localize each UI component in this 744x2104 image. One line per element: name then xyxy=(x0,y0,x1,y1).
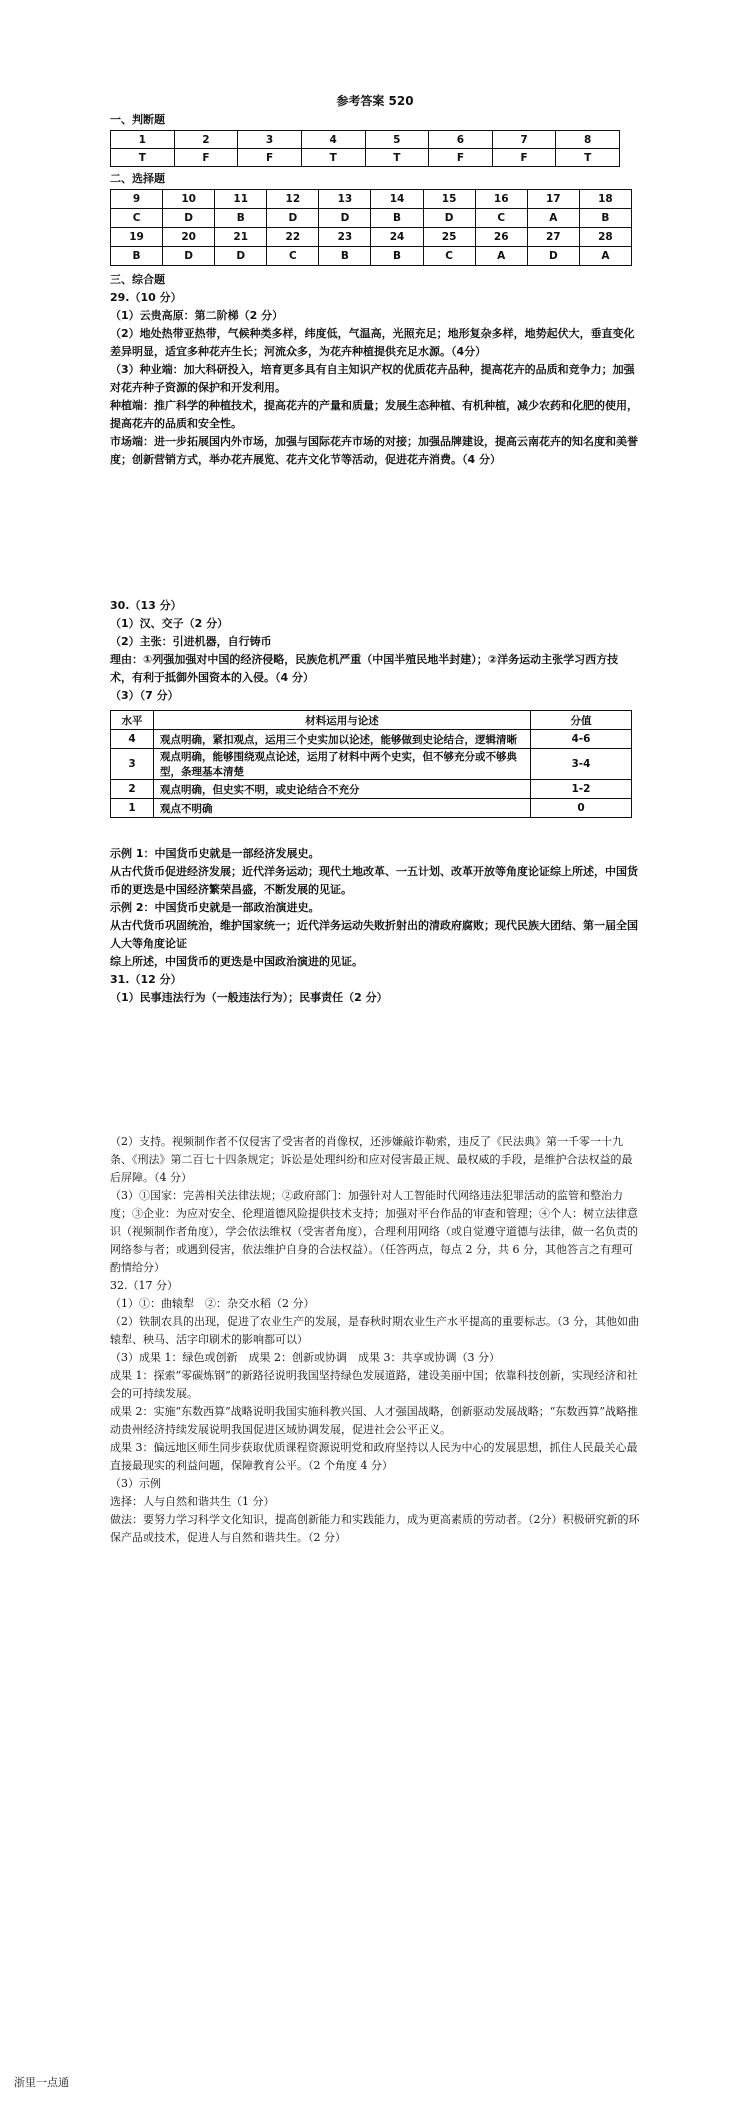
answer-line: 成果 2：实施“东数西算”战略说明我国实施科教兴国、人才强国战略，创新驱动发展战略；“东数西算”战略推动贵州经济持续发展说明我国促进区域协调发展，促进社会公平正义。 xyxy=(110,1405,638,1436)
answer-line: （3）种业端：加大科研投入，培育更多具有自主知识产权的优质花卉品种，提高花卉的品质和竞争力；加强对花卉种子资源的保护和开发利用。 xyxy=(110,363,635,394)
answer-line: 从古代货币促进经济发展；近代洋务运动；现代土地改革、一五计划、改革开放等角度论证综上所述，中国货币的更迭是中国经济繁荣昌盛，不断发展的见证。 xyxy=(110,865,638,896)
answer-cell: A xyxy=(475,247,527,266)
answer-line: 29.（10 分） xyxy=(110,291,182,304)
question-number-cell: 28 xyxy=(579,228,631,247)
answer-cell: T xyxy=(301,149,365,167)
question-number-cell: 26 xyxy=(475,228,527,247)
answer-line: 综上所述，中国货币的更迭是中国政治演进的见证。 xyxy=(110,955,363,968)
rubric-description: 观点明确，能够围绕观点论述，运用了材料中两个史实，但不够充分或不够典型，条理基本清楚 xyxy=(154,749,531,780)
answer-line: 32.（17 分） xyxy=(110,1279,178,1292)
answer-line: （1）云贵高原：第二阶梯（2 分） xyxy=(110,309,284,322)
answer-line: （1）民事违法行为（一般违法行为）；民事责任（2 分） xyxy=(110,991,388,1004)
table-row xyxy=(111,149,620,167)
question-30-answer xyxy=(110,597,640,705)
question-number-cell: 18 xyxy=(579,190,631,209)
answer-line: 理由：①列强加强对中国的经济侵略，民族危机严重（中国半殖民地半封建）；②洋务运动主张学习西方技术，有利于抵御外国资本的入侵。（4 分） xyxy=(110,653,619,684)
question-number-cell: 11 xyxy=(215,190,267,209)
answer-cell: B xyxy=(215,209,267,228)
answer-cell: B xyxy=(319,247,371,266)
footer-watermark: 浙里一点通 xyxy=(14,2076,69,2089)
answer-cell: F xyxy=(238,149,302,167)
question-number-cell: 9 xyxy=(111,190,163,209)
rubric-score: 4-6 xyxy=(531,730,632,749)
answer-line: （2）主张：引进机器，自行铸币 xyxy=(110,635,272,648)
question-number-cell: 13 xyxy=(319,190,371,209)
question-number-cell: 4 xyxy=(301,131,365,149)
rubric-level: 2 xyxy=(111,780,154,799)
answer-cell: B xyxy=(371,209,423,228)
answer-line: （1）汉、交子（2 分） xyxy=(110,617,229,630)
question-number-cell: 24 xyxy=(371,228,423,247)
question-31-32-answer xyxy=(110,1133,640,1547)
question-number-cell: 17 xyxy=(527,190,579,209)
answer-cell: D xyxy=(163,247,215,266)
section-heading-comprehensive: 三、综合题 xyxy=(110,273,165,286)
section-heading-true-false: 一、判断题 xyxy=(110,113,165,126)
scoring-rubric-table xyxy=(110,710,632,818)
answer-line: （1）①：曲辕犁 ②：杂交水稻（2 分） xyxy=(110,1297,315,1310)
question-number-cell: 27 xyxy=(527,228,579,247)
answer-cell: A xyxy=(579,247,631,266)
answer-cell: C xyxy=(475,209,527,228)
header-description: 材料运用与论述 xyxy=(154,711,531,730)
answer-cell: C xyxy=(267,247,319,266)
answer-cell: F xyxy=(429,149,493,167)
answer-line: 31.（12 分） xyxy=(110,973,182,986)
page-title: 参考答案 520 xyxy=(336,94,414,108)
question-number-cell: 2 xyxy=(174,131,238,149)
answer-line: 成果 3：偏远地区师生同步获取优质课程资源说明党和政府坚持以人民为中心的发展思想，抓住人民最关心最直接最现实的利益问题，保障教育公平。（2 个角度 4 分） xyxy=(110,1441,638,1472)
answer-cell: B xyxy=(371,247,423,266)
table-row xyxy=(111,730,632,749)
answer-cell: D xyxy=(215,247,267,266)
answer-cell: D xyxy=(423,209,475,228)
rubric-description: 观点明确，紧扣观点，运用三个史实加以论述，能够做到史论结合，逻辑清晰 xyxy=(154,730,531,749)
question-number-cell: 16 xyxy=(475,190,527,209)
question-number-cell: 14 xyxy=(371,190,423,209)
answer-line: （3）成果 1：绿色或创新 成果 2：创新或协调 成果 3：共享或协调（3 分） xyxy=(110,1351,500,1364)
table-row xyxy=(111,228,632,247)
answer-line: （2）铁制农具的出现，促进了农业生产的发展，是春秋时期农业生产水平提高的重要标志。（3 分，其他如曲辕犁、秧马、活字印刷术的影响都可以） xyxy=(110,1315,639,1346)
answer-cell: F xyxy=(174,149,238,167)
rubric-description: 观点不明确 xyxy=(154,799,531,818)
answer-cell: T xyxy=(556,149,620,167)
question-number-cell: 3 xyxy=(238,131,302,149)
answer-line: （3）（7 分） xyxy=(110,689,179,702)
multiple-choice-answer-table xyxy=(110,189,632,266)
question-number-cell: 23 xyxy=(319,228,371,247)
question-number-cell: 5 xyxy=(365,131,429,149)
header-score: 分值 xyxy=(531,711,632,730)
answer-cell: C xyxy=(111,209,163,228)
question-number-cell: 21 xyxy=(215,228,267,247)
answer-cell: D xyxy=(163,209,215,228)
table-row xyxy=(111,780,632,799)
answer-line: 示例 1：中国货币史就是一部经济发展史。 xyxy=(110,847,320,860)
question-number-cell: 12 xyxy=(267,190,319,209)
rubric-score: 3-4 xyxy=(531,749,632,780)
answer-line: 做法：要努力学习科学文化知识，提高创新能力和实践能力，成为更高素质的劳动者。（2分）积极研究新的环保产品或技术，促进人与自然和谐共生。（2 分） xyxy=(110,1513,640,1544)
question-number-cell: 20 xyxy=(163,228,215,247)
answer-cell: T xyxy=(111,149,175,167)
answer-line: （3）示例 xyxy=(110,1477,161,1490)
answer-cell: T xyxy=(365,149,429,167)
rubric-description: 观点明确，但史实不明，或史论结合不充分 xyxy=(154,780,531,799)
true-false-answer-table xyxy=(110,130,620,167)
question-number-cell: 6 xyxy=(429,131,493,149)
answer-line: （3）①国家：完善相关法律法规；②政府部门：加强针对人工智能时代网络违法犯罪活动的监管和整治力度；③企业：为应对安全、伦理道德风险提供技术支持；加强对平台作品的审查和管理；④个人：树立法律意识（视频制作者角度），学会依法维权（受害者角度），合理利用网络（或自觉遵守道德与法律，做一名负责的网络参与者；或遇到侵害，依法维护自身的合法权益）。（任答两点，每点 2 分，共 6 分，其他答言之有理可酌情给分） xyxy=(110,1189,638,1274)
answer-cell: D xyxy=(527,247,579,266)
answer-line: 市场端：进一步拓展国内外市场，加强与国际花卉市场的对接；加强品牌建设，提高云南花卉的知名度和美誉度；创新营销方式，举办花卉展览、花卉文化节等活动，促进花卉消费。（4 分） xyxy=(110,435,638,466)
answer-line: 示例 2：中国货币史就是一部政治演进史。 xyxy=(110,901,320,914)
rubric-level: 1 xyxy=(111,799,154,818)
answer-cell: A xyxy=(527,209,579,228)
question-30-examples-and-31 xyxy=(110,845,640,1007)
answer-cell: D xyxy=(267,209,319,228)
question-29-answer xyxy=(110,289,640,469)
table-header-row xyxy=(111,711,632,730)
table-row xyxy=(111,749,632,780)
question-number-cell: 8 xyxy=(556,131,620,149)
table-row xyxy=(111,209,632,228)
question-number-cell: 7 xyxy=(492,131,556,149)
header-level: 水平 xyxy=(111,711,154,730)
rubric-score: 1-2 xyxy=(531,780,632,799)
table-row xyxy=(111,190,632,209)
table-row xyxy=(111,799,632,818)
answer-line: （2）支持。视频制作者不仅侵害了受害者的肖像权，还涉嫌敲诈勒索，违反了《民法典》第一千零一十九条、《刑法》第二百七十四条规定；诉讼是处理纠纷和应对侵害最正规、最权威的手段，是维护合法权益的最后屏障。（4 分） xyxy=(110,1135,633,1184)
question-number-cell: 22 xyxy=(267,228,319,247)
answer-cell: B xyxy=(579,209,631,228)
rubric-score: 0 xyxy=(531,799,632,818)
answer-line: 选择：人与自然和谐共生（1 分） xyxy=(110,1495,275,1508)
question-number-cell: 10 xyxy=(163,190,215,209)
answer-cell: D xyxy=(319,209,371,228)
rubric-level: 4 xyxy=(111,730,154,749)
question-number-cell: 19 xyxy=(111,228,163,247)
answer-line: （2）地处热带亚热带，气候种类多样，纬度低，气温高，光照充足；地形复杂多样，地势起伏大，垂直变化差异明显，适宜多种花卉生长；河流众多，为花卉种植提供充足水源。（4分） xyxy=(110,327,635,358)
section-heading-multiple-choice: 二、选择题 xyxy=(110,172,165,185)
answer-line: 成果 1：探索“零碳炼钢”的新路径说明我国坚持绿色发展道路，建设美丽中国；依靠科技创新，实现经济和社会的可持续发展。 xyxy=(110,1369,638,1400)
table-row xyxy=(111,131,620,149)
answer-cell: C xyxy=(423,247,475,266)
question-number-cell: 25 xyxy=(423,228,475,247)
answer-line: 30.（13 分） xyxy=(110,599,182,612)
question-number-cell: 15 xyxy=(423,190,475,209)
answer-line: 种植端：推广科学的种植技术，提高花卉的产量和质量；发展生态种植、有机种植，减少农药和化肥的使用，提高花卉的品质和安全性。 xyxy=(110,399,638,430)
answer-cell: B xyxy=(111,247,163,266)
rubric-level: 3 xyxy=(111,749,154,780)
question-number-cell: 1 xyxy=(111,131,175,149)
table-row xyxy=(111,247,632,266)
answer-line: 从古代货币巩固统治，维护国家统一；近代洋务运动失败折射出的清政府腐败；现代民族大团结、第一届全国人大等角度论证 xyxy=(110,919,638,950)
answer-cell: F xyxy=(492,149,556,167)
